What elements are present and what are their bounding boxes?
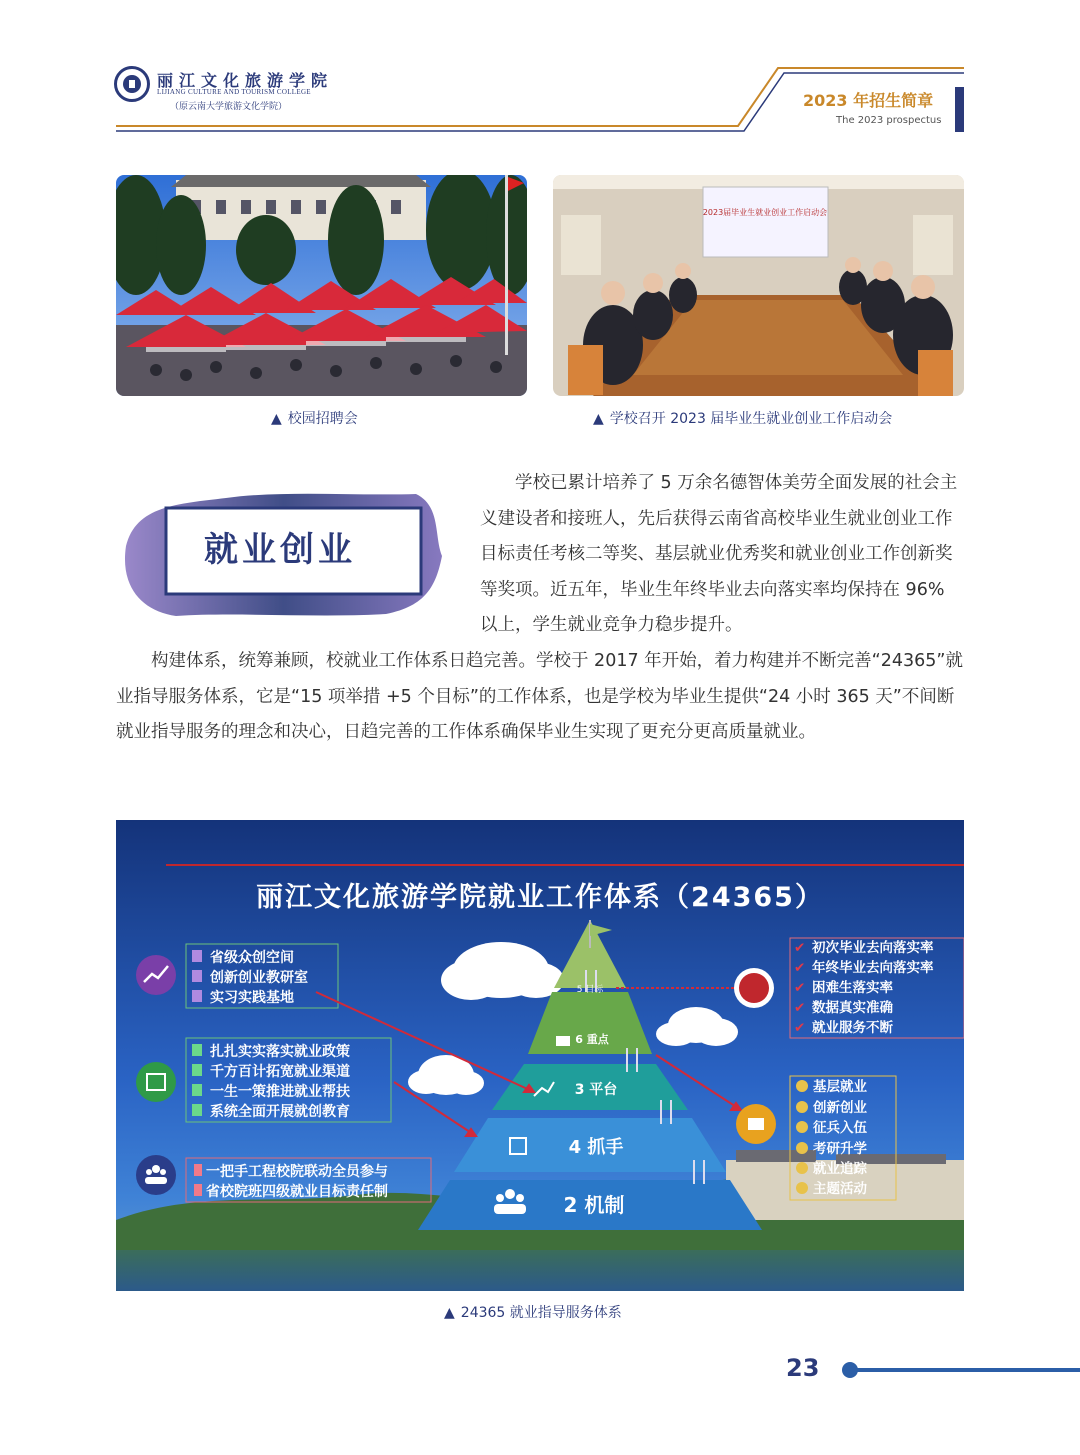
growth-chart-icon	[136, 955, 176, 995]
right-item-1-1: 初次毕业去向落实率	[812, 940, 934, 956]
left-item-1-2: 创新创业教研室	[210, 970, 308, 986]
meeting-screen-title: 2023届毕业生就业创业工作启动会	[702, 208, 828, 217]
svg-text:✔: ✔	[794, 940, 806, 956]
right-item-2-6: 主题活动	[813, 1181, 867, 1197]
right-item-1-2: 年终毕业去向落实率	[812, 960, 934, 976]
employment-system-infographic	[116, 820, 964, 1291]
left-item-1-1: 省级众创空间	[210, 950, 294, 966]
svg-text:✔: ✔	[794, 960, 806, 976]
brochure-title: 2023 年招生简章	[803, 91, 934, 110]
header-accent-bar	[955, 87, 964, 132]
section-title: 就业创业	[204, 530, 356, 570]
section-paragraph-2	[116, 644, 966, 751]
footer-dot	[842, 1362, 858, 1378]
svg-text:✔: ✔	[794, 1020, 806, 1036]
right-item-2-1: 基层就业	[813, 1079, 867, 1095]
footer-line	[852, 1368, 1080, 1372]
infographic-title: 丽江文化旅游学院就业工作体系（24365）	[256, 882, 824, 913]
meeting-caption-text: 学校召开 2023 届毕业生就业创业工作启动会	[609, 411, 893, 427]
job-fair-photo	[116, 175, 527, 396]
college-former-name: （原云南大学旅游文化学院）	[170, 102, 288, 112]
job-fair-caption-text: 校园招聘会	[287, 411, 358, 427]
triangle-icon: ▲	[444, 1305, 455, 1321]
right-item-2-3: 征兵入伍	[813, 1120, 867, 1136]
medal-icon	[739, 973, 769, 1003]
page-number: 23	[786, 1354, 820, 1382]
right-item-2-4: 考研升学	[813, 1141, 867, 1157]
pyramid-label-mechanisms: 2 机制	[563, 1193, 625, 1217]
calendar-badge-icon	[136, 1062, 176, 1102]
section-paragraph-1	[480, 466, 966, 644]
college-name-en: LIJIANG CULTURE AND TOURISM COLLEGE	[157, 88, 311, 96]
infographic-caption-text: 24365 就业指导服务体系	[460, 1305, 622, 1321]
paragraph-1-text: 学校已累计培养了 5 万余名德智体美劳全面发展的社会主义建设者和接班人，先后获得云南省高校毕业生就业创业工作目标责任考核二等奖、基层就业优秀奖和就业创业工作创新奖等奖项。近五年，毕业生年终毕业去向落实率均保持在 96% 以上，学生就业竞争力稳步提升。	[480, 473, 958, 635]
pyramid-label-handles: 4 抓手	[568, 1137, 624, 1158]
right-item-1-4: 数据真实准确	[812, 1000, 893, 1016]
svg-text:✔: ✔	[794, 1000, 806, 1016]
left-item-3-2: 省校院班四级就业目标责任制	[206, 1184, 388, 1200]
left-item-2-1: 扎扎实实落实就业政策	[210, 1044, 350, 1060]
employment-meeting-photo	[553, 175, 964, 396]
triangle-icon: ▲	[271, 411, 282, 427]
svg-text:✔: ✔	[794, 980, 806, 996]
pyramid-label-priorities: 6 重点	[575, 1033, 609, 1046]
camera-icon	[556, 1036, 570, 1046]
triangle-icon: ▲	[593, 411, 604, 427]
team-icon	[136, 1155, 176, 1195]
meeting-caption	[593, 408, 892, 428]
paragraph-2-text: 构建体系，统筹兼顾，校就业工作体系日趋完善。学校于 2017 年开始，着力构建并不断完善“24365”就业指导服务体系，它是“15 项举措 +5 个目标”的工作体系，也是学校为毕业生提供“24 小时 365 天”不间断就业指导服务的理念和决心，日趋完善的工作体系确保毕业生实现了更充分更高质量就业。	[116, 651, 963, 742]
left-item-2-2: 千方百计拓宽就业渠道	[210, 1064, 350, 1080]
left-item-2-4: 系统全面开展就创教育	[210, 1104, 350, 1120]
right-item-2-2: 创新创业	[813, 1100, 867, 1116]
left-item-1-3: 实习实践基地	[210, 990, 294, 1006]
job-fair-caption	[271, 408, 358, 428]
left-item-2-3: 一生一策推进就业帮扶	[210, 1084, 350, 1100]
right-item-1-5: 就业服务不断	[812, 1020, 893, 1036]
infographic-caption	[444, 1302, 622, 1322]
left-item-3-1: 一把手工程校院联动全员参与	[206, 1164, 388, 1180]
college-name-cn: 丽江文化旅游学院	[157, 71, 334, 90]
pyramid-label-targets: 5 目标	[576, 985, 604, 995]
brochure-title-en: The 2023 prospectus	[836, 115, 942, 126]
right-item-2-5: 就业追踪	[813, 1161, 867, 1177]
right-item-1-3: 困难生落实率	[812, 980, 893, 996]
pyramid-label-platforms: 3 平台	[574, 1082, 618, 1098]
